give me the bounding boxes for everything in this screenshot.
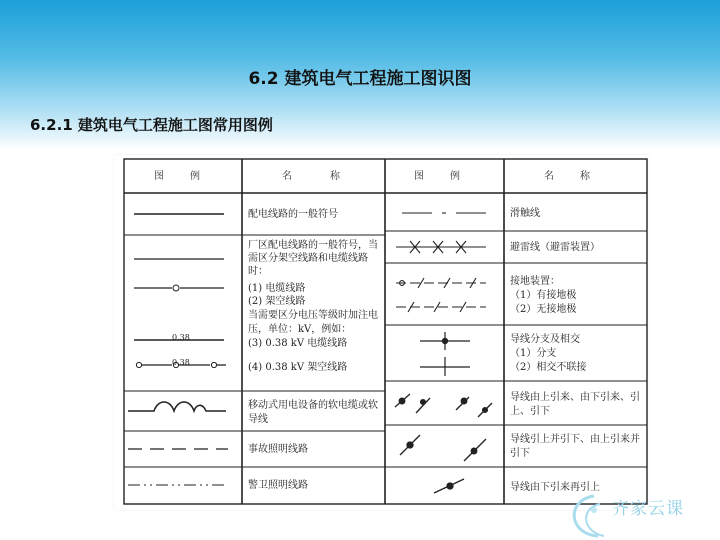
left-row-2-line-4: (1) 电缆线路 xyxy=(248,283,306,294)
right-row-7-name: 导线由下引来再引上 xyxy=(510,482,600,493)
left-row-1-name: 配电线路的一般符号 xyxy=(248,209,338,220)
left-row-3-line-1: 移动式用电设备的软电缆或软 xyxy=(248,400,378,411)
left-row-2-line-2: 需区分架空线路和电缆线路 xyxy=(248,253,368,264)
symbol-grounding-electrode xyxy=(396,278,486,288)
header-left-name: 名 称 xyxy=(282,171,342,182)
symbol-lead-up-and-down xyxy=(400,435,486,461)
symbol-overhead-line xyxy=(134,285,224,291)
right-row-3-line-1: 接地装置： xyxy=(510,276,560,287)
watermark-text: 齐家云课 xyxy=(612,499,684,519)
voltage-label-cable: 0.38 xyxy=(172,333,190,342)
symbol-lightning-line xyxy=(396,241,486,253)
left-row-2-line-9: (4) 0.38 kV 架空线路 xyxy=(248,362,348,373)
header-right-name: 名 称 xyxy=(544,171,592,182)
left-row-2-line-7: 压，单位：kV，例如： xyxy=(248,324,352,335)
right-row-4-line-1: 导线分支及相交 xyxy=(510,334,580,345)
right-row-6-line-1: 导线引上并引下、由上引来并 xyxy=(510,434,640,445)
left-row-3-line-2: 导线 xyxy=(248,414,268,425)
symbol-lead-up-down xyxy=(395,394,492,417)
header-left-symbol: 图 例 xyxy=(154,171,202,182)
left-row-2-line-6: 当需要区分电压等级时加注电 xyxy=(248,310,378,321)
left-row-2-line-5: (2) 架空线路 xyxy=(248,296,306,307)
legend-table xyxy=(114,155,649,510)
left-row-2-line-1: 厂区配电线路的一般符号，当 xyxy=(248,240,378,251)
right-row-4-line-2: （1）分支 xyxy=(510,348,557,359)
right-row-3-line-3: （2）无接地极 xyxy=(510,304,577,315)
symbol-flexible-cable xyxy=(128,402,226,411)
left-row-2-line-8: (3) 0.38 kV 电缆线路 xyxy=(248,338,348,349)
right-row-4-line-3: （2）相交不联接 xyxy=(510,362,587,373)
symbol-branch xyxy=(420,332,470,350)
slide-subtitle: 6.2.1 建筑电气工程施工图常用图例 xyxy=(30,116,273,134)
left-row-4-name: 事故照明线路 xyxy=(248,444,308,455)
symbol-cross-no-connect xyxy=(420,357,470,376)
right-row-5-line-1: 导线由上引来、由下引来、引 xyxy=(510,392,640,403)
symbol-grounding-no-electrode xyxy=(396,302,486,312)
right-row-5-line-2: 上、引下 xyxy=(510,406,550,417)
right-row-2-name: 避雷线（避雷装置） xyxy=(510,242,600,253)
right-row-6-line-2: 引下 xyxy=(510,448,530,459)
right-row-3-line-2: （1）有接地极 xyxy=(510,290,577,301)
voltage-label-overhead: 0.38 xyxy=(172,358,190,367)
left-row-2-line-3: 时： xyxy=(248,266,268,277)
slide-title: 6.2 建筑电气工程施工图识图 xyxy=(248,69,472,89)
symbol-lead-below-then-up xyxy=(434,479,464,493)
header-right-symbol: 图 例 xyxy=(414,171,462,182)
left-row-5-name: 警卫照明线路 xyxy=(248,480,308,491)
right-row-1-name: 滑触线 xyxy=(510,208,540,219)
